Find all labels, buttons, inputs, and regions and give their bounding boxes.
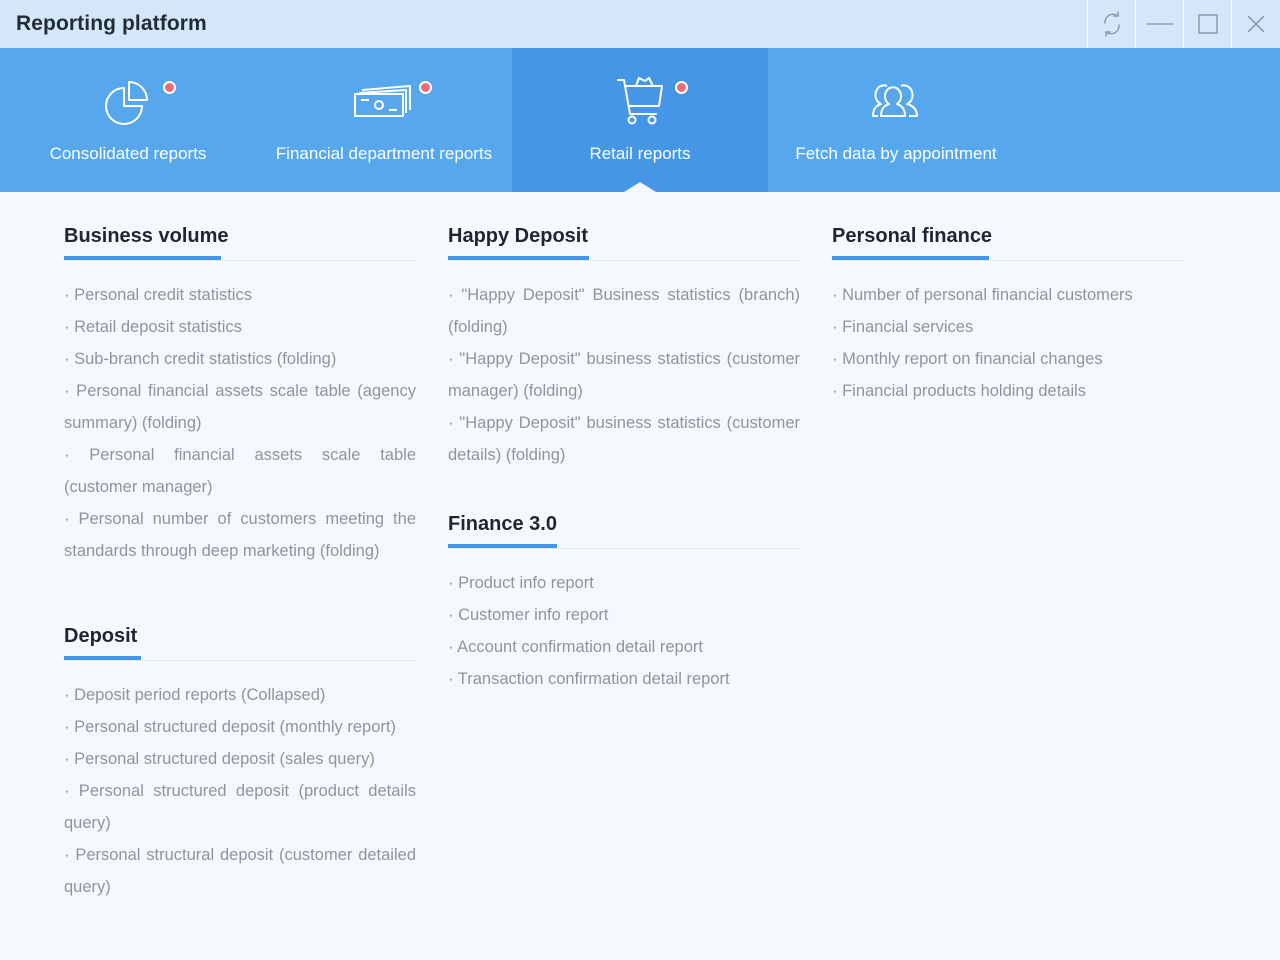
report-link[interactable]: · Retail deposit statistics [64, 318, 242, 336]
section-divider [448, 544, 800, 549]
tab-label: Financial department reports [275, 144, 493, 163]
report-nav [0, 48, 1280, 192]
minimize-button[interactable] [1135, 0, 1183, 48]
users-icon [867, 74, 925, 128]
report-link[interactable]: · Account confirmation detail report [448, 638, 703, 656]
section-title: Deposit [64, 625, 138, 647]
report-list [64, 679, 416, 903]
banknote-icon [353, 74, 415, 128]
section-divider [64, 256, 416, 261]
report-list [64, 279, 416, 567]
report-link[interactable]: · Financial services [832, 318, 974, 336]
tab-label: Consolidated reports [49, 144, 207, 163]
section-title: Finance 3.0 [448, 513, 557, 535]
tab-financial-department-reports[interactable] [256, 48, 512, 192]
report-link[interactable]: · Personal structured deposit (sales query) [64, 750, 375, 768]
report-link[interactable]: · Personal structured deposit (product details query) [64, 782, 416, 832]
app-title: Reporting platform [16, 12, 207, 35]
close-icon [1245, 13, 1267, 35]
pie-chart-icon [104, 74, 152, 128]
section-title: Business volume [64, 225, 229, 247]
section-divider [832, 256, 1184, 261]
close-button[interactable] [1231, 0, 1279, 48]
report-link[interactable]: · Sub-branch credit statistics (folding) [64, 350, 337, 368]
notification-badge [675, 81, 688, 94]
report-link[interactable]: · Personal financial assets scale table (customer manager) [64, 446, 416, 496]
tab-retail-reports[interactable] [512, 48, 768, 192]
report-link[interactable]: · Transaction confirmation detail report [448, 670, 730, 688]
report-link[interactable]: · Personal number of customers meeting the standards through deep marketing (folding) [64, 510, 416, 560]
active-tab-pointer [624, 182, 656, 192]
report-link[interactable]: · Personal financial assets scale table (agency summary) (folding) [64, 382, 416, 432]
report-link[interactable]: · Personal credit statistics [64, 286, 252, 304]
report-list [832, 279, 1184, 407]
report-link[interactable]: · "Happy Deposit" Business statistics (branch) (folding) [448, 286, 800, 336]
section-personal-finance [832, 222, 1184, 407]
report-link[interactable]: · "Happy Deposit" business statistics (customer details) (folding) [448, 414, 800, 464]
maximize-button[interactable] [1183, 0, 1231, 48]
maximize-icon [1197, 13, 1219, 35]
tab-fetch-data-by-appointment[interactable] [768, 48, 1024, 192]
section-title: Happy Deposit [448, 225, 589, 247]
notification-badge [419, 81, 432, 94]
report-link[interactable]: · Deposit period reports (Collapsed) [64, 686, 326, 704]
report-link[interactable]: · Financial products holding details [832, 382, 1087, 400]
report-link[interactable]: · Number of personal financial customers [832, 286, 1133, 304]
report-link[interactable]: · "Happy Deposit" business statistics (customer manager) (folding) [448, 350, 800, 400]
refresh-icon [1099, 9, 1125, 39]
section-happy-deposit [448, 222, 800, 471]
section-finance-3-0 [448, 510, 800, 695]
report-link[interactable]: · Monthly report on financial changes [832, 350, 1103, 368]
section-divider [64, 656, 416, 661]
report-link[interactable]: · Product info report [448, 574, 594, 592]
report-link[interactable]: · Personal structured deposit (monthly report) [64, 718, 396, 736]
report-link[interactable]: · Customer info report [448, 606, 609, 624]
report-link[interactable]: · Personal structural deposit (customer detailed query) [64, 846, 416, 896]
refresh-button[interactable] [1087, 0, 1135, 48]
tab-label: Fetch data by appointment [795, 144, 997, 163]
section-title: Personal finance [832, 225, 993, 247]
section-business-volume [64, 222, 416, 567]
minimize-icon [1146, 22, 1174, 26]
report-list [448, 279, 800, 471]
section-divider [448, 256, 800, 261]
tab-label: Retail reports [589, 144, 691, 163]
notification-badge [163, 81, 176, 94]
shopping-cart-icon [615, 74, 665, 128]
tab-consolidated-reports[interactable] [0, 48, 256, 192]
section-deposit [64, 622, 416, 903]
report-list [448, 567, 800, 695]
title-bar [0, 0, 1280, 48]
